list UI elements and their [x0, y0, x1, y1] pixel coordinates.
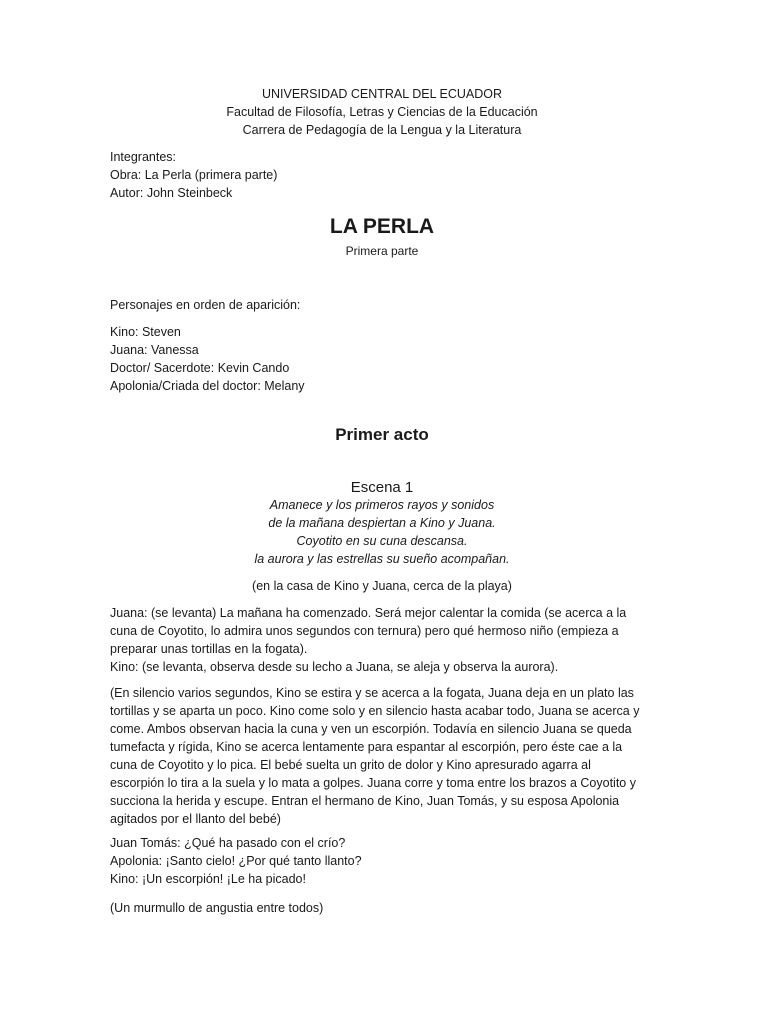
- character-item: Juana: Vanessa: [110, 343, 199, 357]
- characters-list: [110, 323, 654, 395]
- stage-direction-line: tumefacta y rígida, Kino se acerca lentamente para espantar al escorpión, pero éste cae a la: [110, 740, 623, 754]
- stage-direction-final: (Un murmullo de angustia entre todos): [110, 901, 324, 915]
- stage-direction-paragraph: [110, 684, 654, 828]
- dialog-paragraph-2: [110, 834, 654, 888]
- scene-setting: (en la casa de Kino y Juana, cerca de la playa): [252, 579, 512, 593]
- scene-verse: [110, 496, 654, 568]
- dialog-line: Kino: ¡Un escorpión! ¡Le ha picado!: [110, 872, 306, 886]
- verse-line: Amanece y los primeros rayos y sonidos: [269, 498, 495, 512]
- dialog-line: Apolonia: ¡Santo cielo! ¿Por qué tanto llanto?: [110, 854, 362, 868]
- scene-heading: Escena 1: [350, 479, 414, 496]
- stage-direction-line: (En silencio varios segundos, Kino se estira y se acerca a la fogata, Juana deja en un plato las: [110, 686, 634, 700]
- verse-line: Coyotito en su cuna descansa.: [296, 534, 468, 548]
- university-header: [110, 85, 654, 139]
- act-heading: Primer acto: [335, 425, 429, 444]
- characters-heading: Personajes en orden de aparición:: [110, 298, 301, 312]
- career-name: Carrera de Pedagogía de la Lengua y la Literatura: [242, 123, 522, 137]
- dialog-paragraph: [110, 604, 654, 676]
- faculty-name: Facultad de Filosofía, Letras y Ciencias de la Educación: [226, 105, 538, 119]
- integrantes-label: Integrantes:: [110, 150, 177, 164]
- obra-label: Obra: La Perla (primera parte): [110, 168, 278, 182]
- work-metadata: [110, 148, 654, 202]
- dialog-line: Juan Tomás: ¿Qué ha pasado con el crío?: [110, 836, 346, 850]
- character-item: Kino: Steven: [110, 325, 181, 339]
- character-item: Apolonia/Criada del doctor: Melany: [110, 379, 305, 393]
- verse-line: la aurora y las estrellas su sueño acompañan.: [254, 552, 510, 566]
- dialog-line: Juana: (se levanta) La mañana ha comenzado. Será mejor calentar la comida (se acerca a la: [110, 606, 627, 620]
- autor-label: Autor: John Steinbeck: [110, 186, 233, 200]
- stage-direction-line: agitados por el llanto del bebé): [110, 812, 281, 826]
- stage-direction-line: succiona la herida y escupe. Entran el hermano de Kino, Juan Tomás, y su esposa Apolonia: [110, 794, 620, 808]
- dialog-line: cuna de Coyotito, lo admira unos segundos con ternura) pero qué hermoso niño (empieza a: [110, 624, 619, 638]
- verse-line: de la mañana despiertan a Kino y Juana.: [268, 516, 496, 530]
- stage-direction-line: cuna de Coyotito y lo pica. El bebé suelta un grito de dolor y Kino apresurado agarra al: [110, 758, 591, 772]
- stage-direction-line: escorpión lo tira a la suela y lo mata a golpes. Juana corre y toma entre los brazos a Coyotito y: [110, 776, 636, 790]
- stage-direction-line: tortillas y se aparta un poco. Kino come solo y en silencio hasta acabar todo, Juana se acerca y: [110, 704, 640, 718]
- dialog-line: Kino: (se levanta, observa desde su lecho a Juana, se aleja y observa la aurora).: [110, 660, 559, 674]
- university-name: UNIVERSIDAD CENTRAL DEL ECUADOR: [261, 87, 503, 101]
- stage-direction-line: come. Ambos observan hacia la cuna y ven un escorpión. Todavía en silencio Juana se queda: [110, 722, 632, 736]
- dialog-line: preparar unas tortillas en la fogata).: [110, 642, 308, 656]
- play-subtitle: Primera parte: [345, 244, 419, 258]
- character-item: Doctor/ Sacerdote: Kevin Cando: [110, 361, 290, 375]
- play-title: LA PERLA: [329, 215, 435, 238]
